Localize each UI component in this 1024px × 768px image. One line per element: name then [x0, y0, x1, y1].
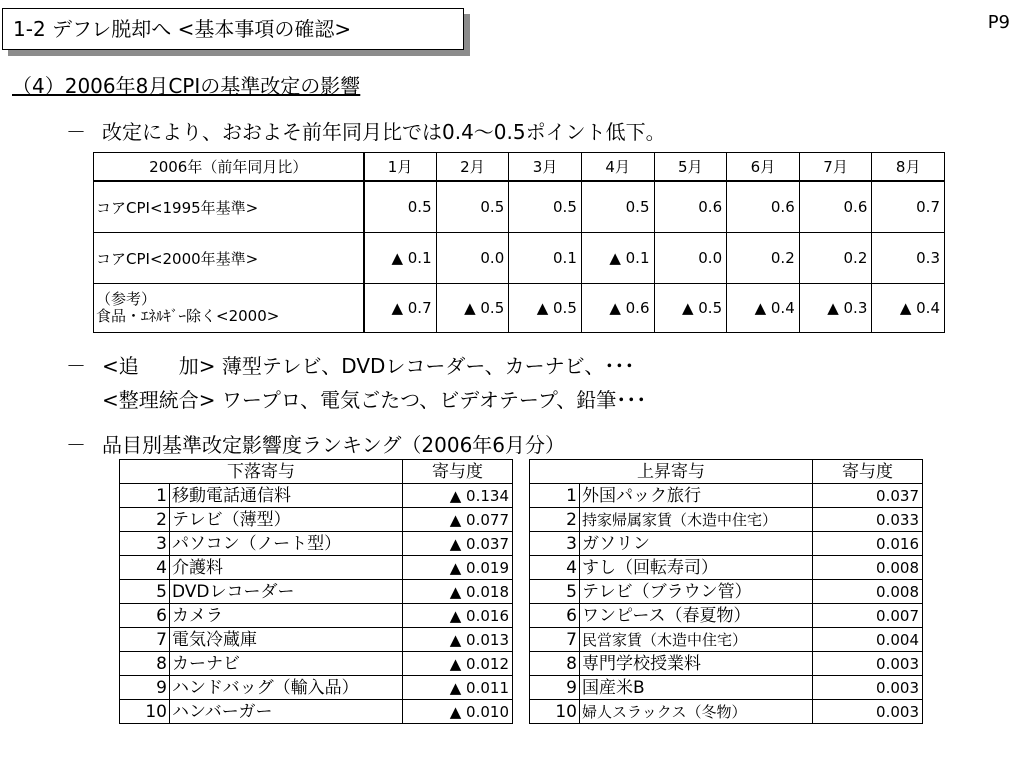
ranking-down-row — [120, 532, 513, 556]
cpi-cell: 0.0 — [436, 233, 509, 284]
item-name: 国産米B — [580, 676, 813, 700]
cpi-cell: ▲ 0.1 — [581, 233, 654, 284]
contribution-value: ▲ 0.012 — [403, 652, 513, 676]
item-name: ガソリン — [580, 532, 813, 556]
item-name: ハンドバッグ（輸入品） — [170, 676, 403, 700]
item-name: ハンバーガー — [170, 700, 403, 724]
ranking-down-row — [120, 508, 513, 532]
cpi-cell: ▲ 0.4 — [872, 284, 945, 333]
ranking-down-row — [120, 484, 513, 508]
cpi-cell: 0.6 — [727, 181, 800, 233]
item-name: 移動電話通信料 — [170, 484, 403, 508]
cpi-row — [94, 233, 945, 284]
contribution-value: 0.003 — [813, 676, 923, 700]
bullet-2b — [102, 384, 646, 413]
cpi-header-cell: 6月 — [727, 153, 800, 182]
cpi-cell: ▲ 0.6 — [581, 284, 654, 333]
rank-number: 3 — [120, 532, 170, 556]
contribution-value: ▲ 0.010 — [403, 700, 513, 724]
bullet-3 — [66, 429, 565, 458]
rank-number: 4 — [530, 556, 580, 580]
ranking-up-header — [530, 460, 923, 484]
contribution-value: 0.004 — [813, 628, 923, 652]
cpi-header-cell: 2006年（前年同月比） — [94, 153, 364, 182]
cpi-cell: ▲ 0.7 — [364, 284, 437, 333]
cpi-cell: ▲ 0.3 — [799, 284, 872, 333]
contribution-value: ▲ 0.019 — [403, 556, 513, 580]
rank-number: 3 — [530, 532, 580, 556]
contribution-value: 0.003 — [813, 700, 923, 724]
cpi-cell: 0.5 — [436, 181, 509, 233]
cpi-header-cell: 2月 — [436, 153, 509, 182]
ranking-down-row — [120, 556, 513, 580]
bullet-1-text: 改定により、おおよそ前年同月比では0.4～0.5ポイント低下。 — [102, 120, 666, 144]
cpi-table — [93, 152, 945, 333]
item-name: 専門学校授業料 — [580, 652, 813, 676]
contribution-value: 0.003 — [813, 652, 923, 676]
contribution-value: 0.008 — [813, 556, 923, 580]
item-name: DVDレコーダー — [170, 580, 403, 604]
item-name: カーナビ — [170, 652, 403, 676]
item-name: テレビ（薄型） — [170, 508, 403, 532]
ranking-up-row — [530, 652, 923, 676]
section-subtitle: （4）2006年8月CPIの基準改定の影響 — [12, 74, 361, 98]
rank-number: 1 — [530, 484, 580, 508]
rank-number: 4 — [120, 556, 170, 580]
slide-title: 1-2 デフレ脱却へ <基本事項の確認> — [2, 8, 464, 50]
ranking-up-row — [530, 484, 923, 508]
contribution-value: ▲ 0.011 — [403, 676, 513, 700]
ranking-up-row — [530, 556, 923, 580]
item-name: 外国パック旅行 — [580, 484, 813, 508]
ranking-up-row — [530, 508, 923, 532]
ranking-up-header-name: 上昇寄与 — [530, 460, 813, 484]
rank-number: 1 — [120, 484, 170, 508]
rank-number: 5 — [120, 580, 170, 604]
item-name: カメラ — [170, 604, 403, 628]
item-name: ワンピース（春夏物） — [580, 604, 813, 628]
cpi-cell: 0.7 — [872, 181, 945, 233]
cpi-header-cell: 5月 — [654, 153, 727, 182]
contribution-value: 0.033 — [813, 508, 923, 532]
rank-number: 7 — [530, 628, 580, 652]
cpi-cell: 0.1 — [509, 233, 582, 284]
item-name: 介護料 — [170, 556, 403, 580]
cpi-header-cell: 4月 — [581, 153, 654, 182]
cpi-cell: 0.2 — [799, 233, 872, 284]
page-number: P9 — [987, 12, 1010, 33]
cpi-row-label — [94, 284, 364, 333]
cpi-cell: ▲ 0.5 — [436, 284, 509, 333]
ranking-down-row — [120, 628, 513, 652]
cpi-cell: 0.6 — [799, 181, 872, 233]
contribution-value: ▲ 0.134 — [403, 484, 513, 508]
cpi-cell: ▲ 0.5 — [509, 284, 582, 333]
cpi-header-cell: 3月 — [509, 153, 582, 182]
rank-number: 7 — [120, 628, 170, 652]
ranking-down-header-value: 寄与度 — [403, 460, 513, 484]
cpi-header-cell: 1月 — [364, 153, 437, 182]
rank-number: 5 — [530, 580, 580, 604]
cpi-row-label-line1: （参考） — [96, 290, 157, 308]
cpi-header-cell: 8月 — [872, 153, 945, 182]
bullet-dash: － — [66, 120, 86, 144]
item-name: 持家帰属家賃（木造中住宅） — [580, 508, 813, 532]
rank-number: 10 — [530, 700, 580, 724]
cpi-cell: 0.3 — [872, 233, 945, 284]
ranking-down-row — [120, 700, 513, 724]
ranking-up-row — [530, 604, 923, 628]
rank-number: 10 — [120, 700, 170, 724]
ranking-up-row — [530, 700, 923, 724]
cpi-cell: ▲ 0.5 — [654, 284, 727, 333]
ranking-up-row — [530, 532, 923, 556]
ranking-up-row — [530, 676, 923, 700]
ranking-down-row — [120, 652, 513, 676]
bullet-1 — [66, 116, 666, 145]
cpi-header-cell: 7月 — [799, 153, 872, 182]
rank-number: 2 — [530, 508, 580, 532]
item-name: 婦人スラックス（冬物） — [580, 700, 813, 724]
item-name: テレビ（ブラウン管） — [580, 580, 813, 604]
added-text: 薄型テレビ、DVDレコーダー、カーナビ、･･･ — [221, 354, 635, 378]
added-label: <追 加> — [102, 354, 216, 378]
ranking-up-table — [529, 459, 923, 724]
ranking-down-row — [120, 604, 513, 628]
cpi-row — [94, 284, 945, 333]
ranking-up-row — [530, 580, 923, 604]
bullet-2 — [66, 350, 634, 379]
rank-number: 8 — [530, 652, 580, 676]
cpi-cell: 0.6 — [654, 181, 727, 233]
ranking-down-row — [120, 676, 513, 700]
rank-number: 8 — [120, 652, 170, 676]
cpi-cell: ▲ 0.1 — [364, 233, 437, 284]
rank-number: 2 — [120, 508, 170, 532]
contribution-value: ▲ 0.016 — [403, 604, 513, 628]
ranking-down-header — [120, 460, 513, 484]
contribution-value: ▲ 0.037 — [403, 532, 513, 556]
cpi-header-row — [94, 153, 945, 182]
item-name: パソコン（ノート型） — [170, 532, 403, 556]
item-name: すし（回転寿司） — [580, 556, 813, 580]
cpi-cell: 0.5 — [581, 181, 654, 233]
item-name: 民営家賃（木造中住宅） — [580, 628, 813, 652]
cpi-cell: 0.2 — [727, 233, 800, 284]
rank-number: 9 — [530, 676, 580, 700]
ranking-up-row — [530, 628, 923, 652]
cpi-row-label: コアCPI<1995年基準> — [94, 181, 364, 233]
cpi-row-label: コアCPI<2000年基準> — [94, 233, 364, 284]
item-name: 電気冷蔵庫 — [170, 628, 403, 652]
rank-number: 6 — [530, 604, 580, 628]
contribution-value: ▲ 0.018 — [403, 580, 513, 604]
bullet-dash: － — [66, 433, 86, 457]
merged-text: ワープロ、電気ごたつ、ビデオテープ、鉛筆･･･ — [221, 388, 647, 412]
rank-number: 9 — [120, 676, 170, 700]
bullet-dash: － — [66, 354, 86, 378]
rank-number: 6 — [120, 604, 170, 628]
ranking-title: 品目別基準改定影響度ランキング（2006年6月分） — [102, 433, 566, 457]
contribution-value: 0.007 — [813, 604, 923, 628]
contribution-value: 0.008 — [813, 580, 923, 604]
merged-label: <整理統合> — [102, 388, 216, 412]
contribution-value: 0.016 — [813, 532, 923, 556]
cpi-cell: 0.5 — [509, 181, 582, 233]
cpi-cell: 0.5 — [364, 181, 437, 233]
cpi-row — [94, 181, 945, 233]
cpi-cell: 0.0 — [654, 233, 727, 284]
cpi-cell: ▲ 0.4 — [727, 284, 800, 333]
cpi-row-label-line2: 食品・ｴﾈﾙｷﾞｰ除く<2000> — [96, 307, 280, 325]
ranking-down-header-name: 下落寄与 — [120, 460, 403, 484]
contribution-value: 0.037 — [813, 484, 923, 508]
ranking-down-row — [120, 580, 513, 604]
ranking-up-header-value: 寄与度 — [813, 460, 923, 484]
ranking-down-table — [119, 459, 513, 724]
contribution-value: ▲ 0.077 — [403, 508, 513, 532]
contribution-value: ▲ 0.013 — [403, 628, 513, 652]
